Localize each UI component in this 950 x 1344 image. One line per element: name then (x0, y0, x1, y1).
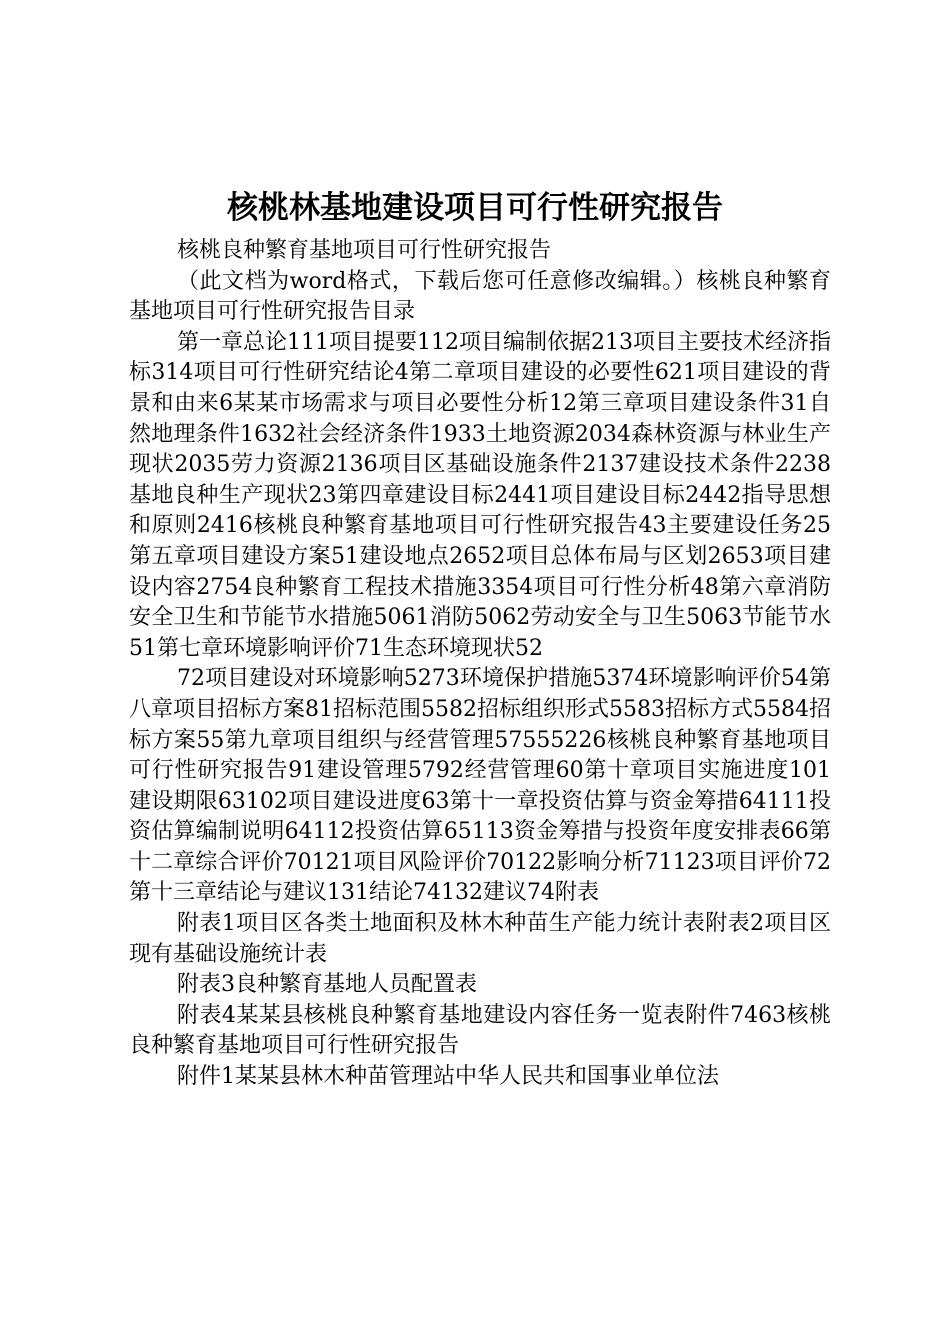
paragraph-appendix-table-4: 附表4某某县核桃良种繁育基地建设内容任务一览表附件7463核桃良种繁育基地项目可行性研究报告 (129, 1002, 831, 1059)
paragraph-subtitle: 核桃良种繁育基地项目可行性研究报告 (177, 238, 552, 263)
paragraph-attachment-1: 附件1某某县林木种苗管理站中华人民共和国事业单位法 (177, 1064, 719, 1090)
document-title: 核桃林基地建设项目可行性研究报告 (227, 190, 723, 226)
paragraph-format-note: （此文档为word格式，下载后您可任意修改编辑。）核桃良种繁育基地项目可行性研究报告目录 (129, 268, 831, 325)
document-body (129, 236, 831, 1093)
paragraph-appendix-table-1-2: 附表1项目区各类土地面积及林木种苗生产能力统计表附表2项目区现有基础设施统计表 (129, 911, 831, 967)
paragraph-toc-1: 第一章总论111项目提要112项目编制依据213项目主要技术经济指标314项目可行性研究结论4第二章项目建设的必要性621项目建设的背景和由来6某某市场需求与项目必要性分析12第三章项目建设条件31自然地理条件1632社会经济条件1933土地资源2034森林资源与林业生产现状2035劳力资源2136项目区基础设施条件2137建设技术条件2238基地良种生产现状23第四章建设目标2441项目建设目标2442指导思想和原则2416核桃良种繁育基地项目可行性研究报告43主要建设任务25第五章项目建设方案51建设地点2652项目总体布局与区划2653项目建设内容2754良种繁育工程技术措施3354项目可行性分析48第六章消防安全卫生和节能节水措施5061消防5062劳动安全与卫生5063节能节水51第七章环境影响评价71生态环境现状52 (129, 329, 831, 661)
paragraph-toc-2: 72项目建设对环境影响5273环境保护措施5374环境影响评价54第八章项目招标方案81招标范围5582招标组织形式5583招标方式5584招标方案55第九章项目组织与经营管理57555226核桃良种繁育基地项目可行性研究报告91建设管理5792经营管理60第十章项目实施进度101建设期限63102项目建设进度63第十一章投资估算与资金筹措64111投资估算编制说明64112投资估算65113资金筹措与投资年度安排表66第十二章综合评价70121项目风险评价70122影响分析71123项目评价72第十三章结论与建议131结论74132建议74附表 (129, 666, 831, 906)
paragraph-appendix-table-3: 附表3良种繁育基地人员配置表 (177, 972, 477, 998)
